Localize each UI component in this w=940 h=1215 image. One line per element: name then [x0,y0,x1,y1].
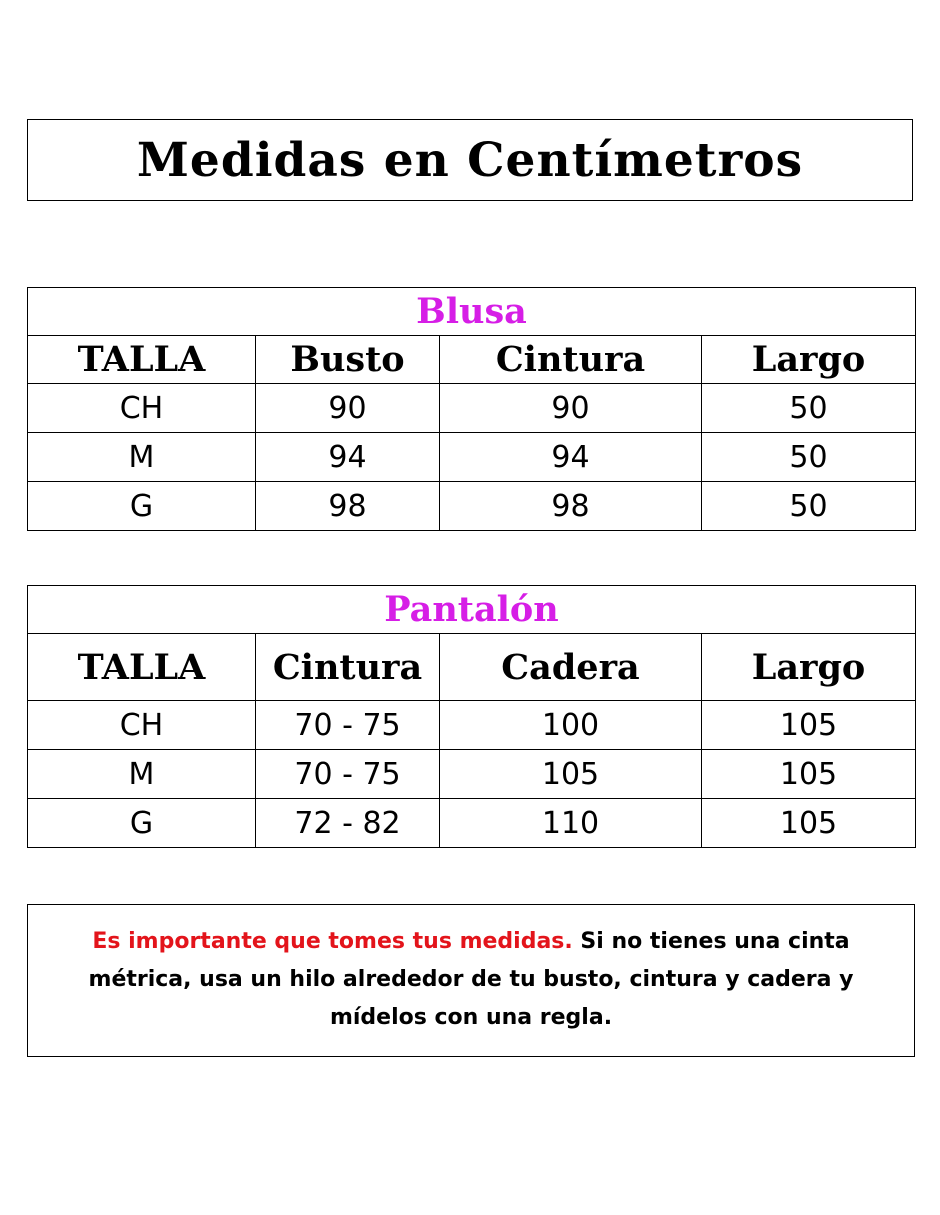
column-header-cintura: Cintura [256,634,440,701]
column-header-talla: TALLA [28,634,256,701]
measurement-note [50,923,892,1037]
table-row [28,384,916,433]
table-row [28,750,916,799]
page-title: Medidas en Centímetros [136,132,804,188]
table-row [28,799,916,848]
column-header-talla: TALLA [28,336,256,384]
size-cell: CH [28,701,256,750]
cintura-cell: 70 - 75 [256,750,440,799]
cintura-cell: 90 [440,384,702,433]
table-row [28,433,916,482]
blusa-caption: Blusa [28,288,916,336]
cadera-cell: 105 [440,750,702,799]
size-cell: CH [28,384,256,433]
busto-cell: 98 [256,482,440,531]
measurement-note-box [27,904,915,1057]
largo-cell: 105 [702,799,916,848]
column-header-busto: Busto [256,336,440,384]
size-cell: G [28,482,256,531]
column-header-cadera: Cadera [440,634,702,701]
busto-cell: 94 [256,433,440,482]
largo-cell: 105 [702,701,916,750]
size-cell: M [28,433,256,482]
largo-cell: 50 [702,482,916,531]
cintura-cell: 98 [440,482,702,531]
cintura-cell: 70 - 75 [256,701,440,750]
pantalon-size-table [27,585,916,848]
table-row [28,482,916,531]
table-row [28,701,916,750]
largo-cell: 105 [702,750,916,799]
column-header-largo: Largo [702,336,916,384]
size-cell: G [28,799,256,848]
title-box [27,119,913,201]
column-header-largo: Largo [702,634,916,701]
cintura-cell: 72 - 82 [256,799,440,848]
largo-cell: 50 [702,384,916,433]
cadera-cell: 100 [440,701,702,750]
blusa-size-table [27,287,916,531]
pantalon-caption: Pantalón [28,586,916,634]
largo-cell: 50 [702,433,916,482]
cadera-cell: 110 [440,799,702,848]
column-header-cintura: Cintura [440,336,702,384]
note-body: Si no tienes una cinta métrica, usa un hilo alrededor de tu busto, cintura y cadera y mídelos con una regla. [88,928,854,1030]
note-highlight: Es importante que tomes tus medidas. [92,928,573,954]
cintura-cell: 94 [440,433,702,482]
size-cell: M [28,750,256,799]
busto-cell: 90 [256,384,440,433]
